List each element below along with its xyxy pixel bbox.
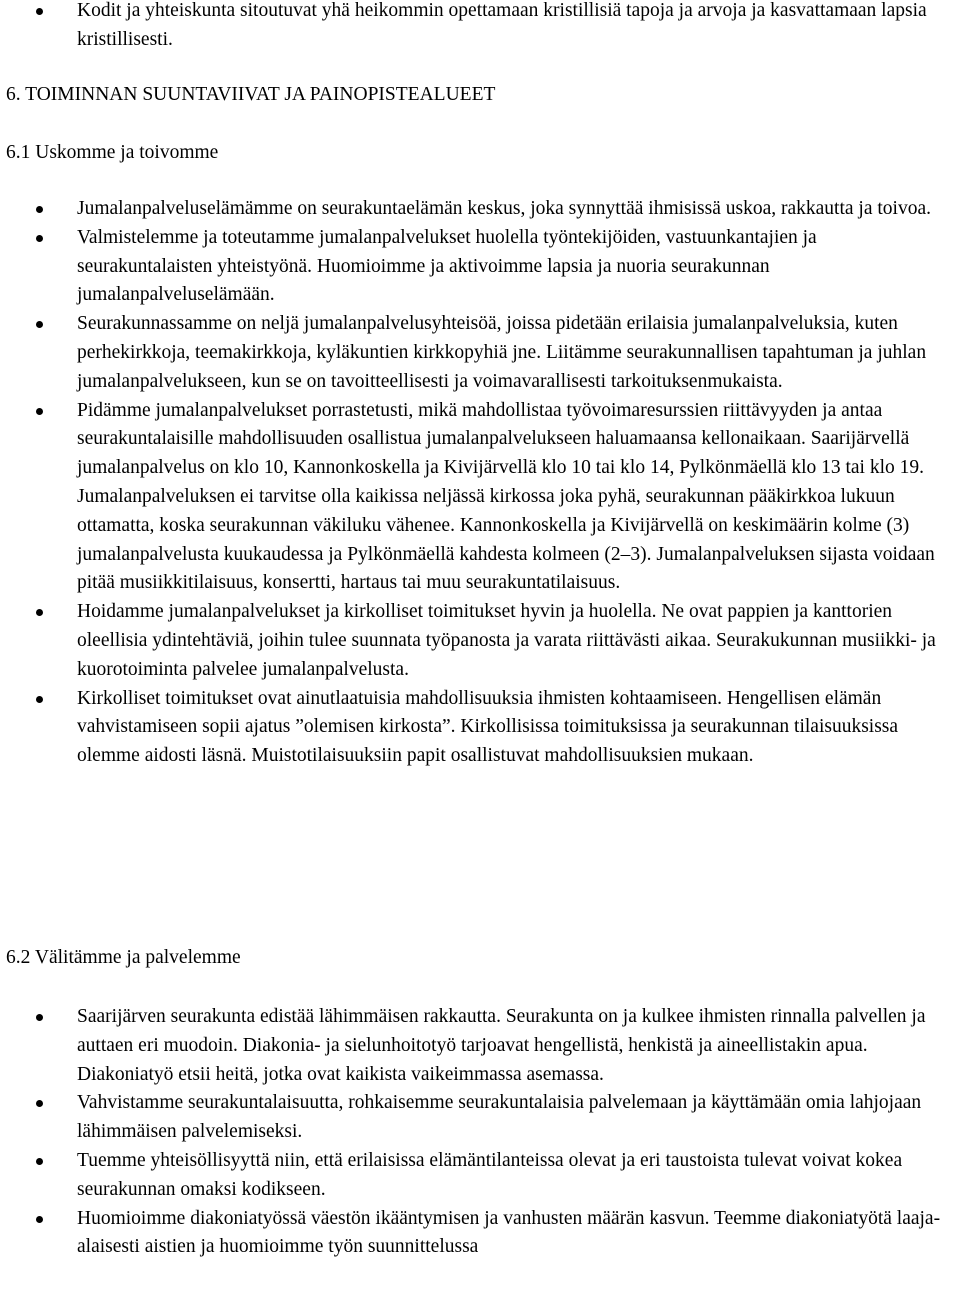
bullet-text: Hoidamme jumalanpalvelukset ja kirkolliset toimitukset hyvin ja huolella. Ne ovat pappien ja kanttorien oleellisia ydintehtäviä, joihin tulee suunnata työpanosta ja varata riittävästi aikaa. Seurakukunnan musiikki- ja kuorotoiminta palvelee jumalanpalvelusta. [77,601,936,680]
list-item [0,195,960,224]
section-heading-6-1: 6.1 Uskomme ja toivomme [6,142,219,163]
bullet-icon [36,609,43,616]
bullet-text: Saarijärven seurakunta edistää lähimmäisen rakkautta. Seurakunta on ja kulkee ihmisten rinnalla palvellen ja auttaen eri muodoin. Diakonia- ja sielunhoitotyö tarjoavat hengellistä, henkistä ja aineellistakin apua. Diakoniatyö etsii heitä, jotka ovat kaikista vaikeimmassa asemassa. [77,1006,926,1085]
bullet-icon [36,1014,43,1021]
bullet-icon [36,696,43,703]
list-item [0,0,960,55]
bullet-text: Pidämme jumalanpalvelukset porrastetusti, mikä mahdollistaa työvoimaresurssien riittävyyden ja antaa seurakuntalaisille mahdollisuuden osallistua jumalanpalvelukseen haluamaansa kellonaikaan. Saarijärvellä jumalanpalvelus on klo 10, Kannonkoskella ja Kivijärvellä klo 10 tai klo 14, Pylkönmäellä klo 13 tai klo 19. Jumalanpalveluksen ei tarvitse olla kaikissa neljässä kirkossa joka pyhä, seurakunnan pääkirkkoa lukuun ottamatta, koska seurakunnan väkiluku vähenee. Kannonkoskella ja Kivijärvellä on keskimäärin kolme (3) jumalanpalvelusta kuukaudessa ja Pylkönmäellä kahdesta kolmeen (2–3). Jumalanpalveluksen sijasta voidaan pitää musiikkitilaisuus, konsertti, hartaus tai muu seurakuntatilaisuus. [77,399,935,594]
list-item [0,1003,960,1089]
chapter-heading: 6. TOIMINNAN SUUNTAVIIVAT JA PAINOPISTEALUEET [6,84,496,105]
list-item [0,598,960,684]
bullet-icon [36,1158,43,1165]
list-item [0,397,960,599]
section-heading-6-2: 6.2 Välitämme ja palvelemme [6,947,241,968]
bullet-text: Kodit ja yhteiskunta sitoutuvat yhä heikommin opettamaan kristillisiä tapoja ja arvoja ja kasvattamaan lapsia kristillisesti. [77,0,927,50]
bullet-text: Vahvistamme seurakuntalaisuutta, rohkaisemme seurakuntalaisia palvelemaan ja käyttämään omia lahjojaan lähimmäisen palvelemiseksi. [77,1092,922,1143]
bullet-text: Jumalanpalveluselämämme on seurakuntaelämän keskus, joka synnyttää ihmisissä uskoa, rakkautta ja toivoa. [77,198,931,219]
bullet-icon [36,235,43,242]
list-item [0,310,960,396]
bullet-text: Seurakunnassamme on neljä jumalanpalvelusyhteisöä, joissa pidetään erilaisia jumalanpalveluksia, kuten perhekirkkoja, teemakirkkoja, kyläkuntien kirkkopyhiä jne. Liitämme seurakunnallisen tapahtuman ja juhlan jumalanpalvelukseen, kun se on tavoitteellisesti ja voimavarallisesti tarkoituksenmukaista. [77,313,927,392]
list-item [0,685,960,771]
bullet-icon [36,1100,43,1107]
list-item [0,1089,960,1147]
bullet-icon [36,8,43,15]
bullet-icon [36,408,43,415]
section-6-1-bullet-list [0,195,960,771]
intro-bullet-list [0,0,960,55]
bullet-text: Huomioimme diakoniatyössä väestön ikääntymisen ja vanhusten määrän kasvun. Teemme diakoniatyötä laaja-alaisesti aistien ja huomioimme työn suunnittelussa [77,1207,941,1258]
bullet-text: Kirkolliset toimitukset ovat ainutlaatuisia mahdollisuuksia ihmisten kohtaamiseen. Hengellisen elämän vahvistamiseen sopii ajatus ”olemisen kirkosta”. Kirkollisissa toimituksissa ja seurakunnan tilaisuuksissa olemme aidosti läsnä. Muistotilaisuuksiin papit osallistuvat mahdollisuuksien mukaan. [77,687,899,767]
bullet-icon [36,1216,43,1223]
section-6-2-bullet-list [0,1003,960,1262]
list-item [0,1147,960,1205]
bullet-icon [36,206,43,213]
bullet-text: Tuemme yhteisöllisyyttä niin, että erilaisissa elämäntilanteissa olevat ja eri taustoista tulevat voivat kokea seurakunnan omaksi kodikseen. [77,1149,903,1200]
bullet-icon [36,321,43,328]
list-item [0,224,960,310]
list-item [0,1205,960,1263]
bullet-text: Valmistelemme ja toteutamme jumalanpalvelukset huolella työntekijöiden, vastuunkantajien ja seurakuntalaisten yhteistyönä. Huomioimme ja aktivoimme lapsia ja nuoria seurakunnan jumalanpalveluselämään. [77,226,817,306]
